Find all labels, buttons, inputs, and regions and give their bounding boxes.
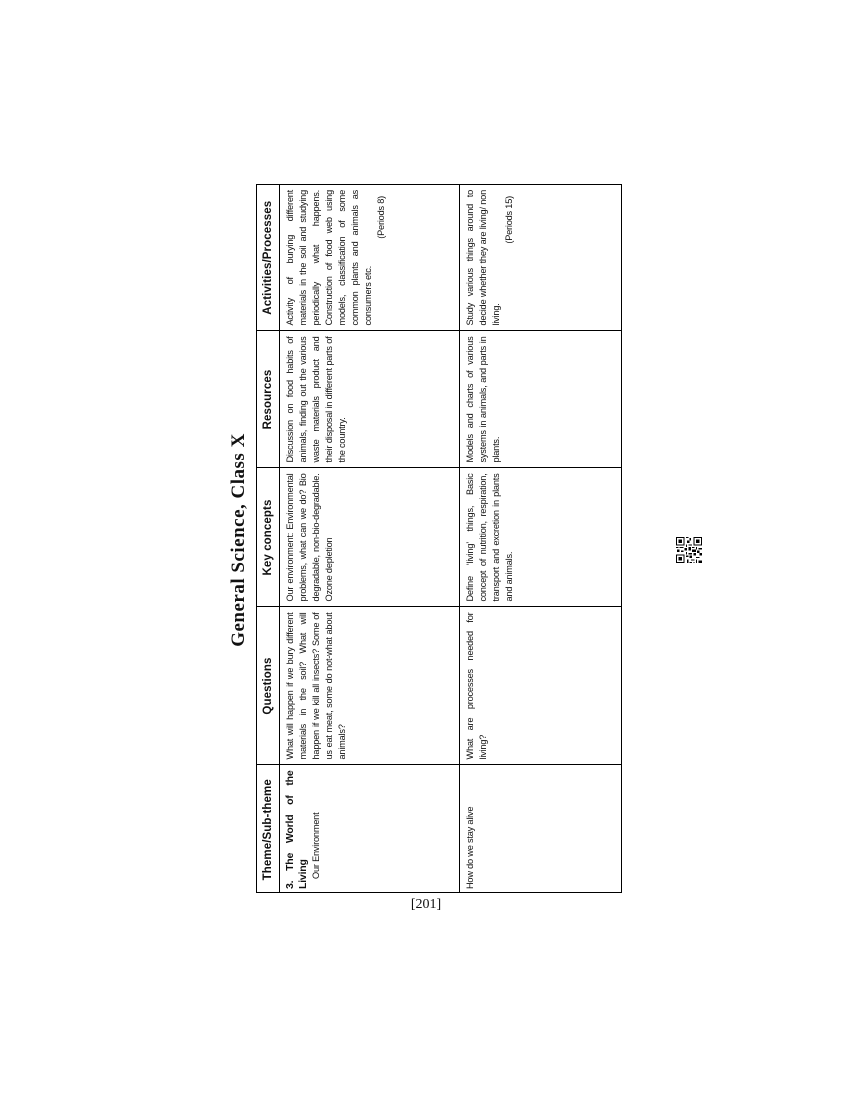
curriculum-table-frame [256,184,622,893]
cell-theme [280,765,460,893]
cell-resources: Models and charts of various systems in animals, and parts in plants. [460,331,623,468]
cell-activities [460,185,623,331]
cell-questions: What will happen if we bury different materials in the soil? What will happen if we kill all insects? Some of us eat meat, some do not-what about animals? [280,607,460,765]
page-number: [201] [410,897,442,912]
table-row [280,185,460,893]
curriculum-table-rotated [257,185,622,893]
header-questions: Questions [257,607,280,765]
cell-questions: What are processes needed for living? [460,607,623,765]
curriculum-table [257,185,622,893]
subtheme: How do we stay alive [465,806,475,889]
activities-text: Study various things around to decide whether they are living/ non living. [465,190,501,326]
subtheme: Our Environment [311,812,321,879]
cell-activities [280,185,460,331]
cell-key-concepts: Our environment: Environmental problems, what can we do? Bio degradable, non-bio-degradable. Ozone depletion [280,468,460,607]
table-row [460,185,623,893]
cell-resources: Discussion on food habits of animals, finding out the various waste materials product and their disposal in different parts of the country. [280,331,460,468]
cell-key-concepts: Define ‘living’ things, Basic concept of nutrition, respiration, transport and excretion in plants and animals. [460,468,623,607]
periods-label: (Periods 8) [376,196,386,239]
table-header-row [257,185,280,893]
header-resources: Resources [257,331,280,468]
qr-code-icon [676,537,702,563]
header-theme: Theme/Sub-theme [257,765,280,893]
document-title-text: General Science, Class X [228,433,249,647]
header-key-concepts: Key concepts [257,468,280,607]
activities-text: Activity of burying different materials in the soil and studying periodically what happens. Construction of food web using models, classification of some common plants and animals as consumers etc. [285,190,373,326]
header-activities: Activities/Processes [257,185,280,331]
periods-label: (Periods 15) [504,196,514,244]
theme-title: 3. The World of the Living [284,770,309,889]
cell-theme [460,765,623,893]
